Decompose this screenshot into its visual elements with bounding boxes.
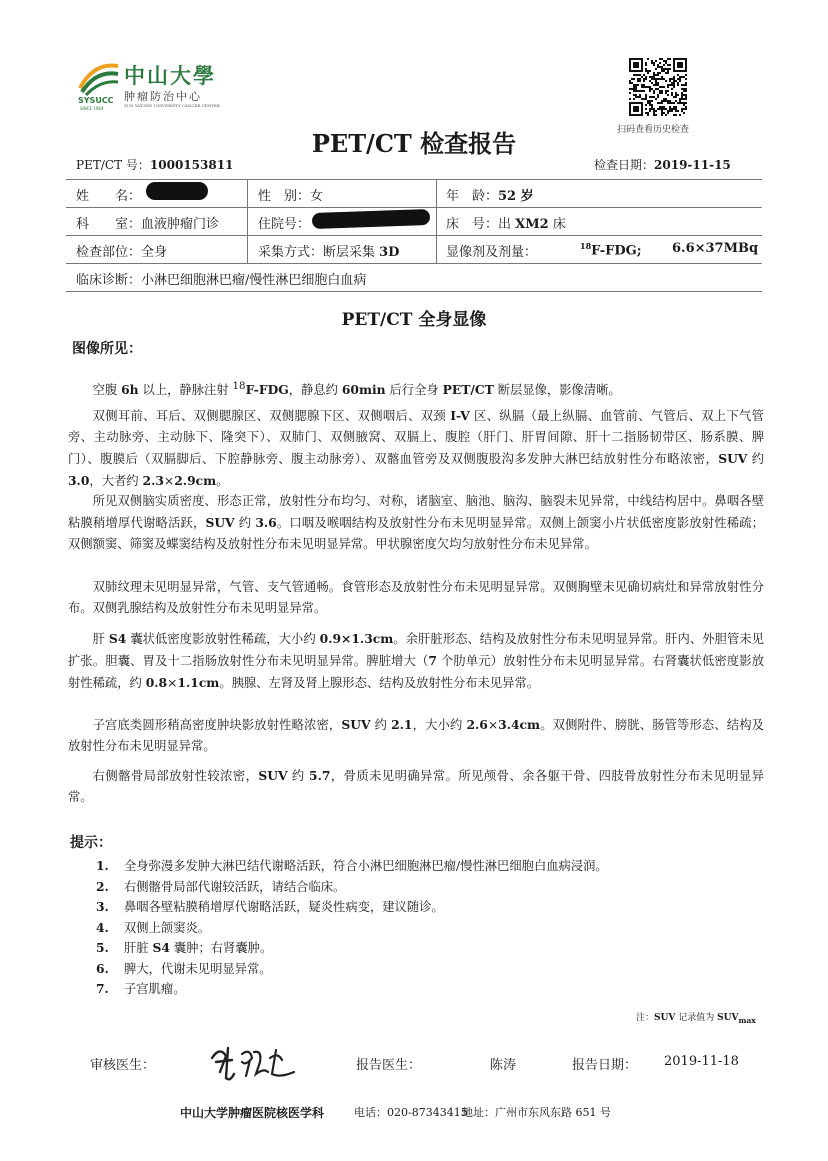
hospital-english-name: SUN YAT-SEN UNIVERSITY CANCER CENTER (124, 103, 220, 108)
pet-number-label: PET/CT 号： (76, 158, 150, 172)
pet-number-value: 1000153811 (149, 158, 234, 172)
tip-item (96, 897, 756, 918)
tip-text: 右侧髂骨局部代谢较活跃，请结合临床。 (124, 879, 346, 894)
footer-phone: 电话：020-87343415 (354, 1106, 468, 1119)
patient-age-label: 年 龄： (446, 189, 499, 204)
clinical-diagnosis: 临床诊断：小淋巴细胞淋巴瘤/慢性淋巴细胞白血病 (76, 273, 367, 288)
suv-note: 注：SUV 记录值为 $SUV_{max}$ (636, 1013, 756, 1025)
tip-text: 脾大，代谢未见明显异常。 (124, 961, 272, 976)
table-row-divider (66, 263, 762, 264)
table-top-border (66, 179, 762, 180)
footer-address: 地址：广州市东风东路 651 号 (462, 1106, 611, 1119)
tip-number: 3. (96, 899, 109, 914)
tips-list (96, 856, 756, 1000)
findings-paragraph: 双肺纹理未见明显异常，气管、支气管通畅。食管形态及放射性分布未见明显异常。双侧胸壁未见确切病灶和异常放射性分布。双侧乳腺结构及放射性分布未见明显异常。 (68, 580, 764, 615)
exam-date-value: 2019-11-15 (654, 158, 731, 172)
patient-age (446, 185, 534, 204)
admission-number (258, 213, 310, 232)
sysucc-logo-icon (74, 58, 124, 98)
findings-paragraph: 双侧耳前、耳后、双侧腮腺区、双侧腮腺下区、双侧咽后、双颈 I-V 区、纵膈（最上纵膈、血管前、气管后、双上下气管旁、主动脉旁、主动脉下、隆突下）、双肺门、双侧腋窝、双膈上、腹腔（肝门、肝胃间隙、肝十二指肠韧带区、肠系膜、脾门）、腹膜后（双膈脚后、下腔静脉旁、腹主动脉旁）、双髂血管旁及双侧腹股沟多发肿大淋巴结放射性分布略浓密，SUV 约 3.0，大者约 2.3×2.9cm。 (68, 408, 764, 488)
tip-item (96, 877, 756, 898)
exam-date (594, 156, 731, 173)
tip-text: 鼻咽各壁粘膜稍增厚代谢略活跃，疑炎性病变，建议随诊。 (124, 900, 444, 914)
tip-text: 肝脏 S4 囊肿；右肾囊肿。 (124, 940, 273, 955)
table-row-divider (66, 207, 762, 208)
report-title: PET/CT 检查报告 (311, 129, 517, 158)
tip-item (96, 979, 756, 1000)
patient-name-label: 姓 名： (76, 189, 142, 204)
findings-paragraph: 肝 S4 囊状低密度影放射性稀疏，大小约 0.9×1.3cm。余肝脏形态、结构及放射性分布未见明显异常。肝内、外胆管未见扩张。胆囊、胃及十二指肠放射性分布未见明显异常。脾脏增大（7 个肋单元）放射性分布未见明显异常。右肾囊状低密度影放射性稀疏，约 0.8×1.1cm。胰腺、左肾及肾上腺形态、结构及放射性分布未见异常。 (68, 631, 764, 690)
findings-paragraph: 右侧髂骨局部放射性较浓密，SUV 约 5.7，骨质未见明确异常。所见颅骨、余各躯干骨、四肢骨放射性分布未见明显异常。 (68, 768, 764, 804)
tip-text: 子宫肌瘤。 (124, 982, 186, 996)
hospital-name: 中山大學 (124, 63, 216, 88)
agent-name: F-FDG; (591, 243, 642, 259)
tip-number: 4. (96, 919, 109, 935)
table-row-divider (66, 235, 762, 236)
reporter-name: 陈涛 (490, 1058, 517, 1073)
qr-caption: 扫码查看历史检查 (617, 125, 690, 135)
logo-abbr: SYSUCC (78, 96, 114, 105)
redacted-name (146, 182, 208, 200)
exam-date-label: 检查日期： (594, 158, 655, 172)
qr-code-icon[interactable] (629, 58, 687, 116)
hospital-subtitle: 肿瘤防治中心 (124, 90, 202, 103)
tip-item (96, 856, 756, 877)
bed-suffix: 床 (548, 217, 566, 232)
tip-number: 1. (96, 858, 109, 873)
logo-since: SINCE 1964 (80, 106, 104, 111)
exam-site: 检查部位：全身 (76, 245, 168, 260)
findings-paragraph: 子宫底类圆形稍高密度肿块影放射性略浓密，SUV 约 2.1，大小约 2.6×3.4cm。双侧附件、膀胱、肠管等形态、结构及放射性分布未见明显异常。 (68, 717, 764, 753)
findings-label: 图像所见： (72, 341, 142, 357)
acquisition-value: 3D (379, 245, 400, 260)
agent-value (580, 241, 642, 258)
patient-dept: 科 室：血液肿瘤门诊 (76, 217, 220, 232)
agent-dose: 6.6×37MBq (672, 241, 759, 256)
tip-text: 全身弥漫多发肿大淋巴结代谢略活跃，符合小淋巴细胞淋巴瘤/慢性淋巴细胞白血病浸润。 (124, 859, 608, 873)
admission-number-label: 住院号： (258, 217, 311, 232)
tip-number: 2. (96, 878, 109, 894)
footer-dept: 中山大学肿瘤医院核医学科 (180, 1106, 325, 1120)
section-title: PET/CT 全身显像 (341, 310, 487, 330)
reviewer-label: 审核医生： (90, 1058, 156, 1073)
tip-number: 5. (96, 940, 109, 955)
bed-number (446, 213, 566, 232)
findings-paragraph: 空腹 6h 以上，静脉注射 $^{18}$F-FDG，静息约 60min 后行全身 PET/CT 断层显像，影像清晰。 (92, 380, 621, 398)
patient-name (76, 185, 141, 204)
pet-number (76, 156, 233, 173)
handwritten-signature (206, 1038, 302, 1084)
tip-number: 6. (96, 960, 109, 976)
bed-value: XM2 (515, 217, 549, 232)
tip-item (96, 959, 756, 980)
acquisition-method (258, 241, 399, 260)
patient-sex: 性 别：女 (258, 189, 324, 204)
tip-text: 双侧上颌窦炎。 (124, 920, 211, 935)
tips-label: 提示： (70, 835, 112, 851)
agent-label: 显像剂及剂量： (446, 245, 538, 260)
bed-label: 床 号：出 (446, 217, 516, 232)
report-date: 2019-11-18 (664, 1054, 739, 1069)
findings-paragraph: 所见双侧脑实质密度、形态正常，放射性分布均匀、对称，诸脑室、脑池、脑沟、脑裂未见异常，中线结构居中。鼻咽各壁粘膜稍增厚代谢略活跃，SUV 约 3.6。口咽及喉咽结构及放射性分布未见明显异常。双侧上颌窦小片状低密度影放射性稀疏；双侧额窦、筛窦及蝶窦结构及放射性分布未见明显异常。甲状腺密度欠均匀放射性分布未见异常。 (68, 494, 764, 551)
table-col-divider (247, 179, 248, 263)
tip-number: 7. (96, 981, 109, 996)
redacted-admission-number (312, 209, 430, 229)
agent-isotope: 18 (580, 241, 592, 251)
patient-age-value: 52 岁 (498, 189, 534, 204)
table-col-divider (436, 179, 437, 263)
table-bottom-border (66, 291, 762, 292)
acquisition-label: 采集方式：断层采集 (258, 245, 380, 260)
tip-item (96, 918, 756, 939)
tip-item (96, 938, 756, 959)
report-date-label: 报告日期： (572, 1058, 638, 1073)
reporter-label: 报告医生： (356, 1058, 422, 1073)
